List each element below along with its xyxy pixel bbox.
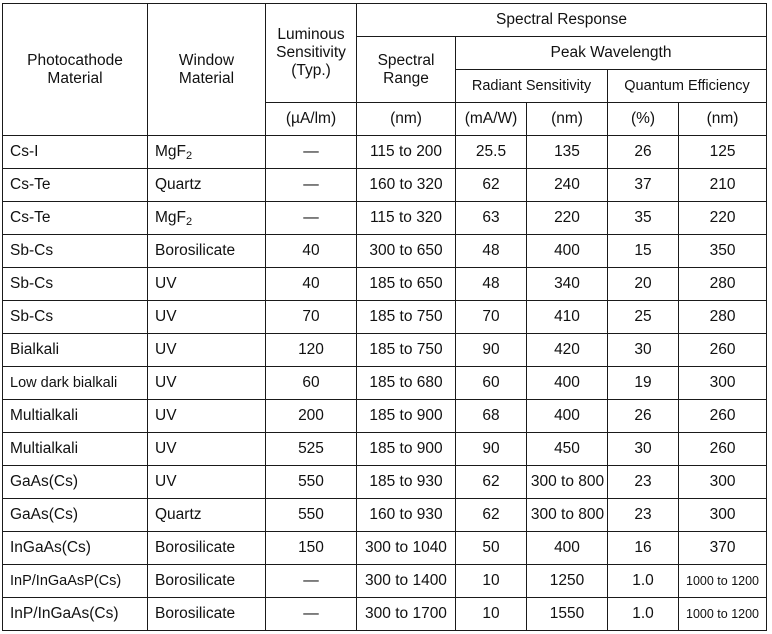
header-window-material: Window Material <box>148 4 266 136</box>
cell-spectral-range: 185 to 750 <box>357 334 456 367</box>
cell-luminous: 40 <box>266 235 357 268</box>
cell-luminous: 150 <box>266 532 357 565</box>
cell-quantum-efficiency: 26 <box>608 400 679 433</box>
cell-quantum-efficiency: 15 <box>608 235 679 268</box>
cell-radiant-sensitivity: 68 <box>456 400 527 433</box>
cell-radiant-peak-nm: 400 <box>527 235 608 268</box>
cell-luminous: 120 <box>266 334 357 367</box>
cell-photocathode: Sb-Cs <box>3 235 148 268</box>
cell-quantum-efficiency: 37 <box>608 169 679 202</box>
table-row <box>3 565 767 598</box>
cell-quantum-efficiency: 30 <box>608 334 679 367</box>
cell-radiant-peak-nm: 240 <box>527 169 608 202</box>
header-spectral-response: Spectral Response <box>357 4 767 37</box>
header-quantum-efficiency: Quantum Efficiency <box>608 70 767 103</box>
header-unit-radiant: (mA/W) <box>456 103 527 136</box>
cell-luminous: 525 <box>266 433 357 466</box>
cell-photocathode: Low dark bialkali <box>3 367 148 400</box>
cell-luminous: 550 <box>266 499 357 532</box>
cell-spectral-range: 300 to 1700 <box>357 598 456 631</box>
table-row <box>3 235 767 268</box>
cell-luminous: — <box>266 598 357 631</box>
cell-photocathode: Cs-Te <box>3 202 148 235</box>
cell-qe-peak-nm: 220 <box>679 202 767 235</box>
cell-radiant-sensitivity: 48 <box>456 235 527 268</box>
cell-radiant-peak-nm: 1250 <box>527 565 608 598</box>
table-row <box>3 136 767 169</box>
header-photocathode-material: Photocathode Material <box>3 4 148 136</box>
cell-qe-peak-nm: 350 <box>679 235 767 268</box>
cell-radiant-sensitivity: 62 <box>456 466 527 499</box>
header-unit-qe-nm: (nm) <box>679 103 767 136</box>
cell-window: MgF$_2$ <box>148 136 266 169</box>
cell-radiant-sensitivity: 25.5 <box>456 136 527 169</box>
table-row <box>3 169 767 202</box>
header-radiant-sensitivity: Radiant Sensitivity <box>456 70 608 103</box>
cell-photocathode: GaAs(Cs) <box>3 466 148 499</box>
cell-radiant-sensitivity: 62 <box>456 499 527 532</box>
cell-spectral-range: 185 to 750 <box>357 301 456 334</box>
cell-photocathode: InP/InGaAsP(Cs) <box>3 565 148 598</box>
table-row <box>3 499 767 532</box>
cell-window: Quartz <box>148 169 266 202</box>
cell-radiant-peak-nm: 400 <box>527 532 608 565</box>
cell-quantum-efficiency: 23 <box>608 499 679 532</box>
cell-qe-peak-nm: 300 <box>679 466 767 499</box>
cell-photocathode: Sb-Cs <box>3 301 148 334</box>
cell-qe-peak-nm: 300 <box>679 499 767 532</box>
cell-radiant-sensitivity: 60 <box>456 367 527 400</box>
table-row <box>3 532 767 565</box>
cell-radiant-peak-nm: 420 <box>527 334 608 367</box>
cell-quantum-efficiency: 26 <box>608 136 679 169</box>
table-row <box>3 268 767 301</box>
cell-qe-peak-nm: 300 <box>679 367 767 400</box>
cell-window: Borosilicate <box>148 565 266 598</box>
cell-luminous: — <box>266 169 357 202</box>
cell-qe-peak-nm: 260 <box>679 400 767 433</box>
cell-photocathode: Multialkali <box>3 400 148 433</box>
cell-window: Borosilicate <box>148 235 266 268</box>
cell-qe-peak-nm: 1000 to 1200 <box>679 565 767 598</box>
cell-photocathode: Sb-Cs <box>3 268 148 301</box>
table-row <box>3 202 767 235</box>
cell-photocathode: GaAs(Cs) <box>3 499 148 532</box>
cell-spectral-range: 185 to 930 <box>357 466 456 499</box>
cell-spectral-range: 185 to 900 <box>357 400 456 433</box>
header-unit-radiant-nm: (nm) <box>527 103 608 136</box>
cell-window: Quartz <box>148 499 266 532</box>
cell-radiant-peak-nm: 400 <box>527 367 608 400</box>
cell-radiant-sensitivity: 90 <box>456 433 527 466</box>
cell-radiant-peak-nm: 135 <box>527 136 608 169</box>
cell-window: UV <box>148 367 266 400</box>
cell-window: UV <box>148 400 266 433</box>
table-row <box>3 466 767 499</box>
cell-window: UV <box>148 466 266 499</box>
cell-quantum-efficiency: 19 <box>608 367 679 400</box>
cell-spectral-range: 160 to 320 <box>357 169 456 202</box>
cell-radiant-sensitivity: 10 <box>456 598 527 631</box>
cell-photocathode: Multialkali <box>3 433 148 466</box>
header-luminous-sensitivity: Luminous Sensitivity (Typ.) <box>266 4 357 103</box>
cell-radiant-sensitivity: 63 <box>456 202 527 235</box>
header-peak-wavelength: Peak Wavelength <box>456 37 767 70</box>
cell-qe-peak-nm: 370 <box>679 532 767 565</box>
cell-qe-peak-nm: 280 <box>679 268 767 301</box>
cell-radiant-peak-nm: 400 <box>527 400 608 433</box>
table-row <box>3 367 767 400</box>
header-unit-range: (nm) <box>357 103 456 136</box>
photocathode-spec-table <box>2 3 767 631</box>
cell-photocathode: InGaAs(Cs) <box>3 532 148 565</box>
cell-radiant-sensitivity: 10 <box>456 565 527 598</box>
cell-qe-peak-nm: 1000 to 1200 <box>679 598 767 631</box>
header-unit-qe: (%) <box>608 103 679 136</box>
cell-spectral-range: 185 to 650 <box>357 268 456 301</box>
cell-window: UV <box>148 301 266 334</box>
cell-spectral-range: 115 to 200 <box>357 136 456 169</box>
cell-luminous: 60 <box>266 367 357 400</box>
header-spectral-range: Spectral Range <box>357 37 456 103</box>
cell-window: UV <box>148 433 266 466</box>
cell-qe-peak-nm: 260 <box>679 334 767 367</box>
cell-quantum-efficiency: 16 <box>608 532 679 565</box>
cell-spectral-range: 300 to 650 <box>357 235 456 268</box>
cell-photocathode: Bialkali <box>3 334 148 367</box>
cell-spectral-range: 185 to 680 <box>357 367 456 400</box>
cell-qe-peak-nm: 125 <box>679 136 767 169</box>
cell-radiant-peak-nm: 1550 <box>527 598 608 631</box>
cell-window: Borosilicate <box>148 532 266 565</box>
cell-qe-peak-nm: 210 <box>679 169 767 202</box>
cell-quantum-efficiency: 20 <box>608 268 679 301</box>
cell-luminous: 70 <box>266 301 357 334</box>
cell-radiant-peak-nm: 340 <box>527 268 608 301</box>
cell-radiant-peak-nm: 450 <box>527 433 608 466</box>
cell-photocathode: InP/InGaAs(Cs) <box>3 598 148 631</box>
cell-luminous: 550 <box>266 466 357 499</box>
cell-radiant-peak-nm: 410 <box>527 301 608 334</box>
cell-luminous: 40 <box>266 268 357 301</box>
cell-spectral-range: 300 to 1400 <box>357 565 456 598</box>
cell-window: UV <box>148 268 266 301</box>
header-unit-luminous: (µA/lm) <box>266 103 357 136</box>
cell-radiant-sensitivity: 62 <box>456 169 527 202</box>
cell-quantum-efficiency: 35 <box>608 202 679 235</box>
cell-qe-peak-nm: 260 <box>679 433 767 466</box>
table-row <box>3 334 767 367</box>
cell-radiant-sensitivity: 70 <box>456 301 527 334</box>
table-row <box>3 301 767 334</box>
cell-luminous: 200 <box>266 400 357 433</box>
cell-quantum-efficiency: 30 <box>608 433 679 466</box>
cell-quantum-efficiency: 25 <box>608 301 679 334</box>
table-row <box>3 598 767 631</box>
cell-radiant-peak-nm: 300 to 800 <box>527 499 608 532</box>
table-row <box>3 400 767 433</box>
cell-spectral-range: 160 to 930 <box>357 499 456 532</box>
cell-photocathode: Cs-Te <box>3 169 148 202</box>
cell-spectral-range: 300 to 1040 <box>357 532 456 565</box>
cell-qe-peak-nm: 280 <box>679 301 767 334</box>
cell-photocathode: Cs-I <box>3 136 148 169</box>
cell-quantum-efficiency: 1.0 <box>608 598 679 631</box>
cell-radiant-peak-nm: 220 <box>527 202 608 235</box>
cell-radiant-sensitivity: 48 <box>456 268 527 301</box>
cell-radiant-peak-nm: 300 to 800 <box>527 466 608 499</box>
cell-radiant-sensitivity: 90 <box>456 334 527 367</box>
cell-spectral-range: 185 to 900 <box>357 433 456 466</box>
cell-window: UV <box>148 334 266 367</box>
cell-window: MgF$_2$ <box>148 202 266 235</box>
cell-window: Borosilicate <box>148 598 266 631</box>
cell-spectral-range: 115 to 320 <box>357 202 456 235</box>
cell-quantum-efficiency: 1.0 <box>608 565 679 598</box>
table-body <box>3 136 767 631</box>
cell-quantum-efficiency: 23 <box>608 466 679 499</box>
table-row <box>3 433 767 466</box>
cell-luminous: — <box>266 565 357 598</box>
cell-radiant-sensitivity: 50 <box>456 532 527 565</box>
cell-luminous: — <box>266 202 357 235</box>
cell-luminous: — <box>266 136 357 169</box>
